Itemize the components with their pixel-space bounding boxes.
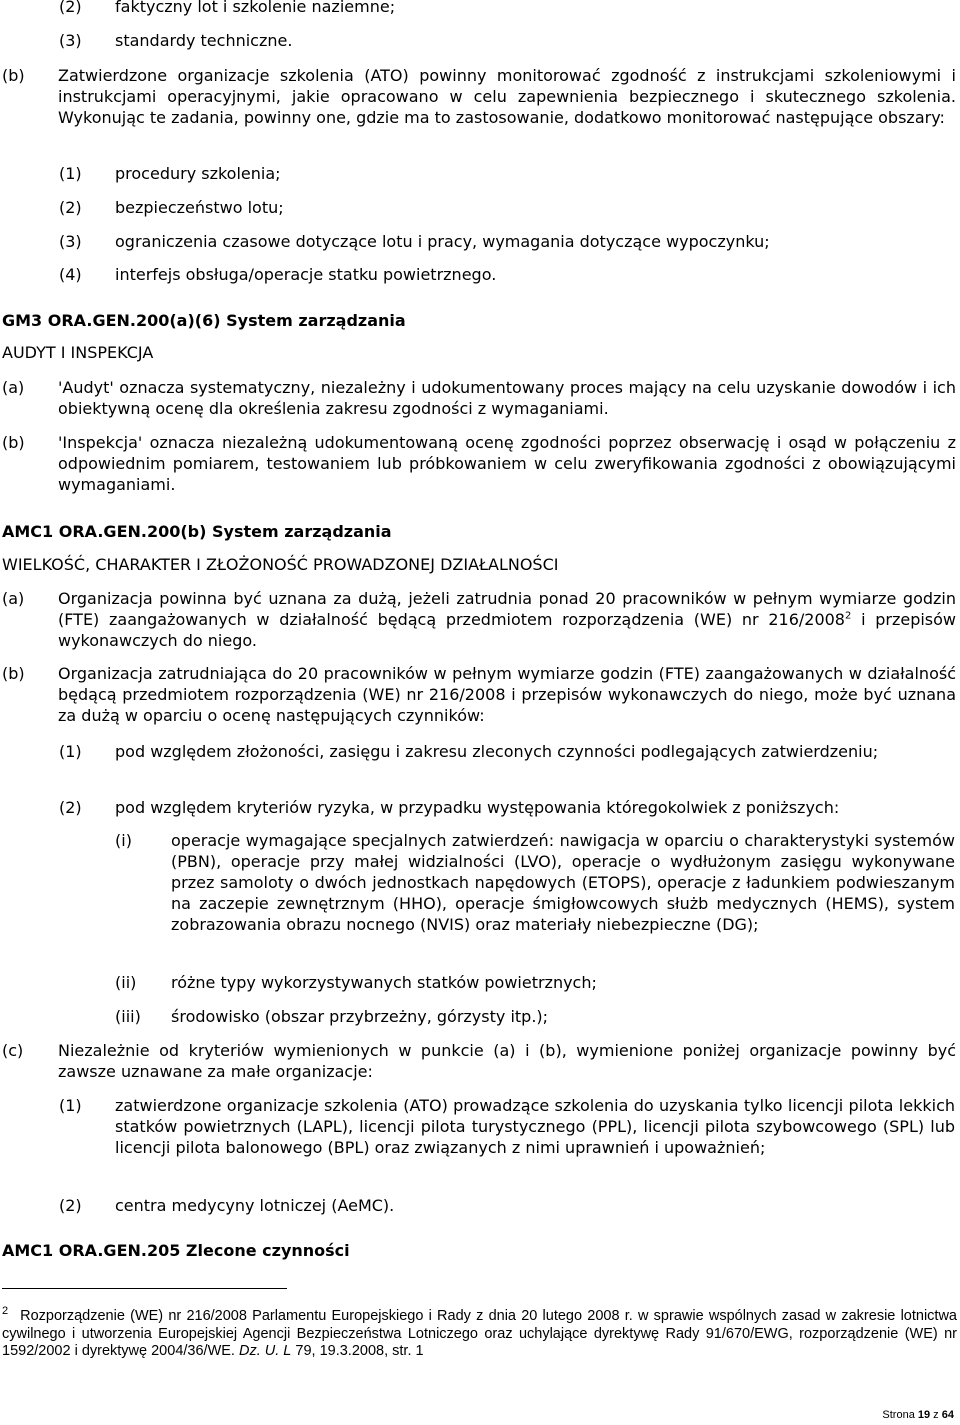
paragraph-c: [2, 1040, 956, 1082]
paragraph-b: [2, 663, 956, 726]
item-text: różne typy wykorzystywanych statków powietrznych;: [171, 973, 597, 992]
item-label: (a): [2, 378, 25, 397]
list-item: [2, 231, 955, 252]
footnote-text: Rozporządzenie (WE) nr 216/2008 Parlamentu Europejskiego i Rady z dnia 20 lutego 2008 r. w sprawie wspólnych zasad w zakresie lotnictwa cywilnego i utworzenia Europejskiej Agencji Bezpieczeństwa Lotniczego oraz uchylające dyrektywę Rady 91/670/EWG, rozporządzenie (WE) nr 1592/2002 i dyrektywę 2004/36/WE.: [2, 1308, 957, 1360]
section-subheading: WIELKOŚĆ, CHARAKTER I ZŁOŻONOŚĆ PROWADZONEJ DZIAŁALNOŚCI: [2, 555, 559, 574]
item-label: (c): [2, 1041, 24, 1060]
paragraph-b: [2, 65, 956, 128]
list-item: [2, 1195, 955, 1216]
item-text: Niezależnie od kryteriów wymienionych w punkcie (a) i (b), wymienione poniżej organizacje powinny być zawsze uznawane za małe organizacje:: [58, 1041, 956, 1082]
item-text: procedury szkolenia;: [115, 164, 281, 183]
item-label: (3): [59, 31, 82, 50]
footnote-journal: Dz. U. L: [238, 1343, 292, 1360]
list-item: [2, 264, 955, 285]
item-text: interfejs obsługa/operacje statku powietrznego.: [115, 265, 497, 284]
item-text: pod względem złożoności, zasięgu i zakresu zleconych czynności podlegających zatwierdzeniu;: [115, 742, 879, 761]
item-label: (2): [59, 0, 82, 16]
item-text: 'Audyt' oznacza systematyczny, niezależny i udokumentowany proces mający na celu uzyskanie dowodów i ich obiektywną ocenę dla określenia zakresu zgodności z wymaganiami.: [58, 378, 956, 419]
section-heading: AMC1 ORA.GEN.205 Zlecone czynności: [2, 1241, 350, 1260]
item-label: (b): [2, 664, 25, 683]
list-item: [2, 197, 955, 218]
section-subheading: AUDYT I INSPEKCJA: [2, 343, 154, 362]
item-text: zatwierdzone organizacje szkolenia (ATO) prowadzące szkolenia do uzyskania tylko licencji pilota lekkich statków powietrznych (LAPL), licencji pilota turystycznego (PPL), licencji pilota szybowcowego (SPL) lub licencji pilota balonowego (BPL) oraz związanych z nimi uprawnień i upoważnień;: [115, 1096, 955, 1158]
item-text: standardy techniczne.: [115, 31, 293, 50]
sub-list-item: [2, 830, 955, 936]
item-text: centra medycyny lotniczej (AeMC).: [115, 1196, 395, 1215]
definition-item: [2, 432, 956, 495]
footnote-ref[interactable]: 2: [845, 610, 852, 622]
list-item: [2, 1095, 955, 1158]
item-text: i przepisów wykonawczych do niego.: [58, 610, 957, 651]
page-number-prefix: Strona: [882, 1409, 918, 1421]
section-heading: GM3 ORA.GEN.200(a)(6) System zarządzania: [2, 311, 406, 330]
item-label: (3): [59, 232, 82, 251]
footnote-mark: 2: [2, 1305, 9, 1317]
footnote-text: 79, 19.3.2008, str. 1: [291, 1343, 424, 1360]
item-text: Zatwierdzone organizacje szkolenia (ATO) powinny monitorować zgodność z instrukcjami szkoleniowymi i instrukcjami operacyjnymi, jakie opracowano w celu zapewnienia bezpiecznego i skutecznego szkolenia. Wykonując te zadania, powinny one, gdzie ma to zastosowanie, dodatkowo monitorować następujące obszary:: [58, 66, 956, 128]
item-text: 'Inspekcja' oznacza niezależną udokumentowaną ocenę zgodności poprzez obserwację i osąd w połączeniu z odpowiednim pomiarem, testowaniem lub próbkowaniem w celu zweryfikowania zgodności z obowiązującymi wymaganiami.: [58, 433, 956, 495]
item-label: (i): [115, 831, 132, 850]
section-heading: AMC1 ORA.GEN.200(b) System zarządzania: [2, 522, 392, 541]
item-label: (b): [2, 433, 25, 452]
item-label: (1): [59, 742, 82, 761]
page-number-total: 64: [941, 1409, 954, 1421]
list-item: [2, 163, 955, 184]
footnote: [2, 1305, 957, 1361]
sub-list-item: [2, 972, 955, 993]
list-item: [2, 0, 955, 17]
footnote-divider: [2, 1288, 287, 1289]
item-text: pod względem kryteriów ryzyka, w przypadku występowania któregokolwiek z poniższych:: [115, 798, 840, 817]
item-label: (1): [59, 164, 82, 183]
item-label: (2): [59, 798, 82, 817]
item-label: (4): [59, 265, 82, 284]
list-item: [2, 30, 955, 51]
sub-list-item: [2, 1006, 955, 1027]
item-text: faktyczny lot i szkolenie naziemne;: [115, 0, 396, 16]
item-text: środowisko (obszar przybrzeżny, górzysty itp.);: [171, 1007, 549, 1026]
item-text: Organizacja zatrudniająca do 20 pracowników w pełnym wymiarze godzin (FTE) zaangażowanych w działalność będącą przedmiotem rozporządzenia (WE) nr 216/2008 i przepisów wykonawczych do niego, może być uznana za dużą w oparciu o ocenę następujących czynników:: [58, 664, 956, 726]
item-label: (ii): [115, 973, 137, 992]
page-number: [882, 1408, 954, 1423]
item-label: (2): [59, 198, 82, 217]
item-label: (1): [59, 1096, 82, 1115]
list-item: [2, 797, 955, 818]
definition-item: [2, 377, 956, 419]
page-number-separator: z: [930, 1409, 942, 1421]
item-label: (iii): [115, 1007, 141, 1026]
page-number-current: 19: [917, 1409, 931, 1421]
item-label: (2): [59, 1196, 82, 1215]
item-text: operacje wymagające specjalnych zatwierdzeń: nawigacja w oparciu o charakterystyki systemów (PBN), operacje przy małej widzialności (LVO), operacje o wydłużonym zasięgu wykonywane przez samoloty o dwóch jednostkach napędowych (ETOPS), operacje z ładunkiem podwieszanym na zaczepie zewnętrznym (HHO), operacje śmigłowcowych służb medycznych (HEMS), system zobrazowania obrazu nocnego (NVIS) oraz materiały niebezpieczne (DG);: [171, 831, 955, 935]
item-text: bezpieczeństwo lotu;: [115, 198, 284, 217]
item-text: Organizacja powinna być uznana za dużą, jeżeli zatrudnia ponad 20 pracowników w pełnym wymiarze godzin (FTE) zaangażowanych w działalność będącą przedmiotem rozporządzenia (WE) nr 216/2008: [58, 589, 956, 630]
item-text: ograniczenia czasowe dotyczące lotu i pracy, wymagania dotyczące wypoczynku;: [115, 232, 770, 251]
item-label: (b): [2, 66, 25, 85]
paragraph-a: [2, 588, 956, 651]
list-item: [2, 741, 955, 762]
item-label: (a): [2, 589, 25, 608]
